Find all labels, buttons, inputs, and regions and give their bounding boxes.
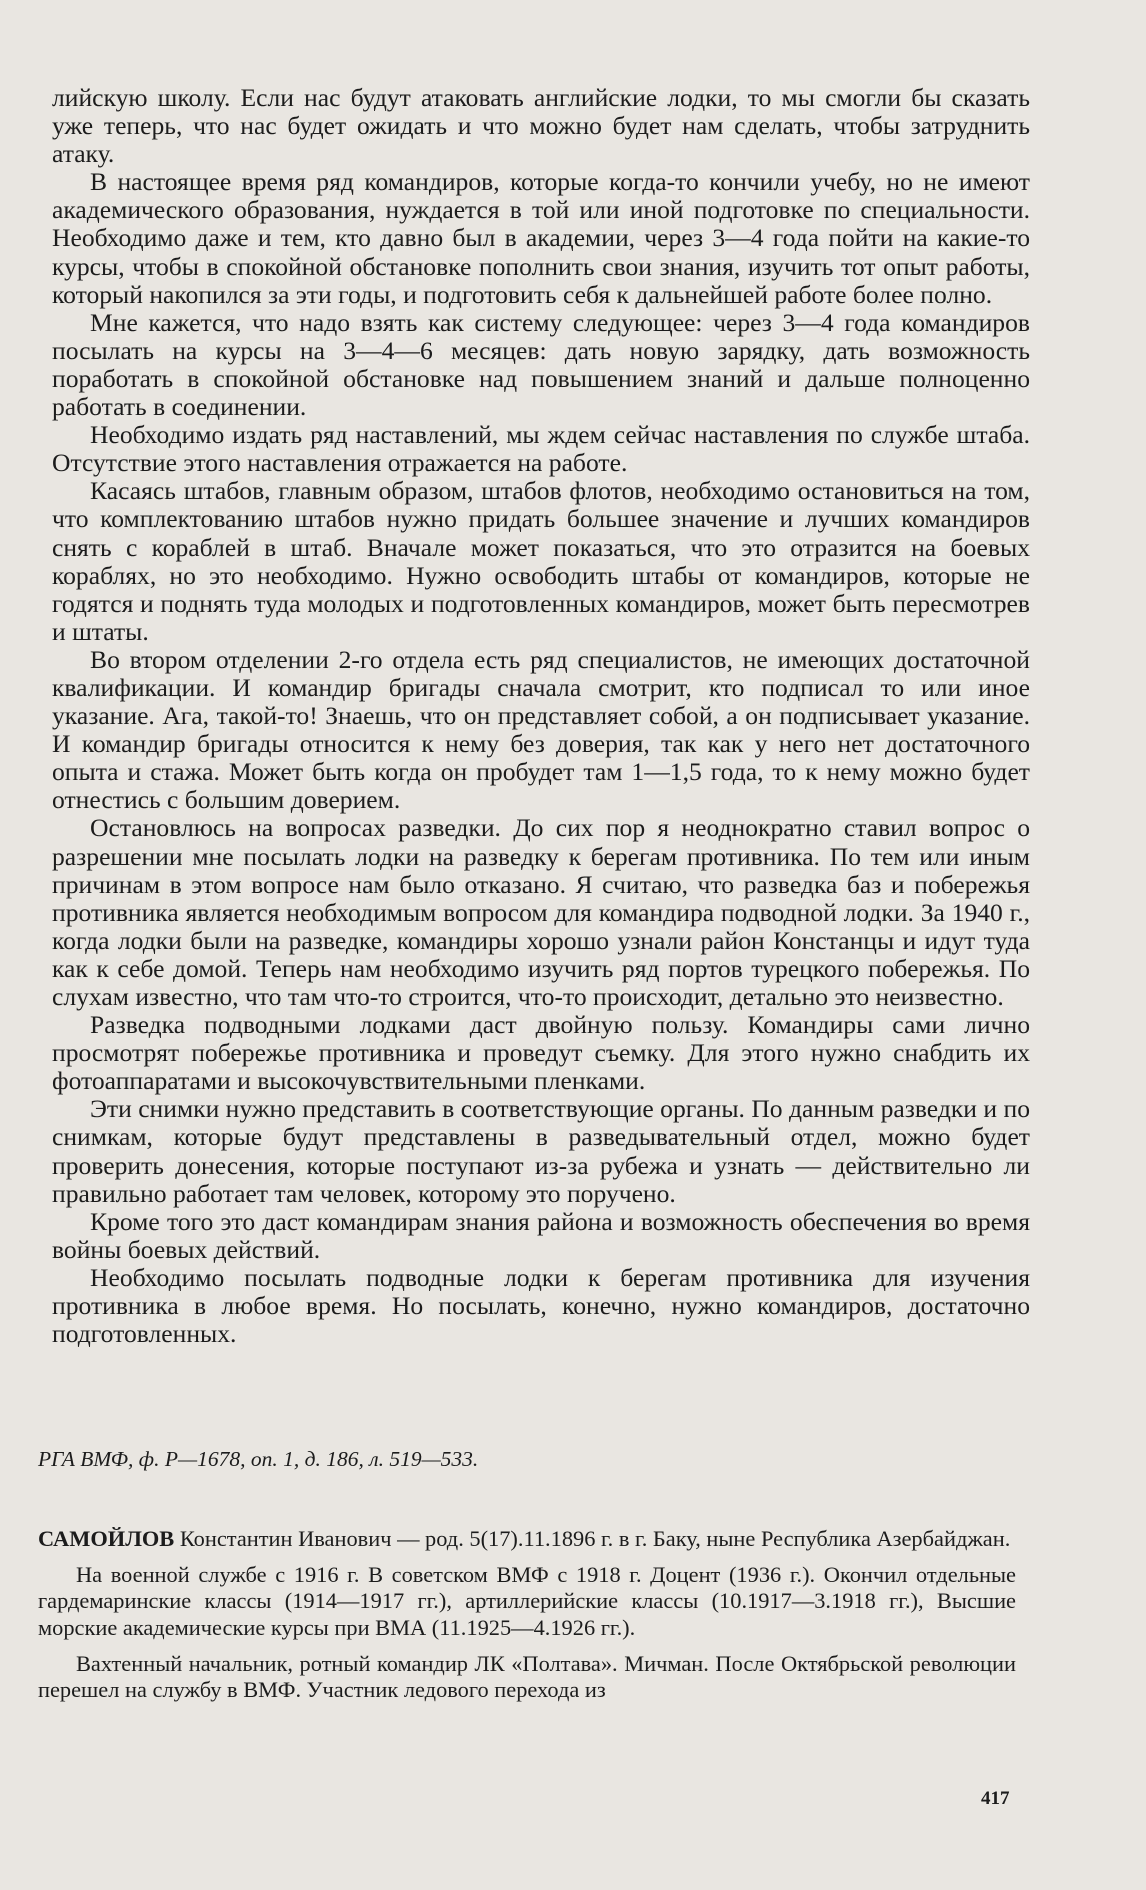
- paragraph: Мне кажется, что надо взять как систему следующее: через 3—4 года командиров посылать на курсы на 3—4—6 месяцев: дать новую зарядку, дать возможность поработать в спокойной обстановке над повышением знаний и дальше полноценно работать в соединении.: [52, 307, 1030, 422]
- biography-header-text: Константин Иванович — род. 5(17).11.1896 г. в г. Баку, ныне Республика Азербайджан.: [174, 1526, 1011, 1551]
- biography-surname: САМОЙЛОВ: [38, 1526, 175, 1551]
- page-number: 417: [981, 1788, 1010, 1809]
- paragraph: Разведка подводными лодками даст двойную пользу. Командиры сами лично просмотрят побережье противника и проведут съемку. Для этого нужно снабдить их фотоаппаратами и высокочувствительными пленками.: [52, 1010, 1030, 1096]
- paragraph: Кроме того это даст командирам знания района и возможность обеспечения во время войны боевых действий.: [52, 1206, 1030, 1264]
- biography: [38, 1526, 1016, 1703]
- paragraph: Во втором отделении 2-го отдела есть ряд специалистов, не имеющих достаточной квалификации. И командир бригады сначала смотрит, кто подписал то или иное указание. Ага, такой-то! Знаешь, что он представляет собой, а он подписывает указание. И командир бригады относится к нему без доверия, так как у него нет достаточного опыта и стажа. Может быть когда он пробудет там 1—1,5 года, то к нему можно будет отнестись с большим доверием.: [52, 644, 1030, 815]
- paragraph: Остановлюсь на вопросах разведки. До сих пор я неоднократно ставил вопрос о разрешении мне посылать лодки на разведку к берегам противника. По тем или иным причинам в этом вопросе нам было отказано. Я считаю, что разведка баз и побережья противника является необходимым вопросом для командира подводной лодки. За 1940 г., когда лодки были на разведке, командиры хорошо узнали район Констанцы и идут туда как к себе домой. Теперь нам необходимо изучить ряд портов турецкого побережья. По слухам известно, что там что-то строится, что-то происходит, детально это неизвестно.: [52, 813, 1030, 1011]
- paragraph: Необходимо посылать подводные лодки к берегам противника для изучения противника в любое время. Но посылать, конечно, нужно командиров, достаточно подготовленных.: [52, 1262, 1030, 1349]
- main-text: [52, 84, 1030, 1348]
- biography-paragraph: Вахтенный начальник, ротный командир ЛК «Полтава». Мичман. После Октябрьской революции перешел на службу в ВМФ. Участник ледового перехода из: [38, 1650, 1016, 1703]
- paragraph: лийскую школу. Если нас будут атаковать английские лодки, то мы смогли бы сказать уже теперь, что нас будет ожидать и что можно будет нам сделать, чтобы затруднить атаку.: [52, 83, 1030, 169]
- archive-source-note: РГА ВМФ, ф. Р—1678, оп. 1, д. 186, л. 519—533.: [38, 1447, 479, 1471]
- paragraph: Необходимо издать ряд наставлений, мы ждем сейчас наставления по службе штаба. Отсутствие этого наставления отражается на работе.: [52, 420, 1030, 478]
- biography-header: [38, 1526, 1016, 1552]
- paragraph: В настоящее время ряд командиров, которые когда-то кончили учебу, но не имеют академического образования, нуждается в той или иной подготовке по специальности. Необходимо даже и тем, кто давно был в академии, через 3—4 года пойти на какие-то курсы, чтобы в спокойной обстановке пополнить свои знания, изучить тот опыт работы, который накопился за эти годы, и подготовить себя к дальнейшей работе более полно.: [52, 167, 1030, 309]
- biography-paragraph: На военной службе с 1916 г. В советском ВМФ с 1918 г. Доцент (1936 г.). Окончил отдельные гардемаринские классы (1914—1917 гг.), артиллерийские классы (10.1917—3.1918 гг.), Высшие морские академические курсы при ВМА (11.1925—4.1926 гг.).: [38, 1562, 1016, 1640]
- paragraph: Касаясь штабов, главным образом, штабов флотов, необходимо остановиться на том, что комплектованию штабов нужно придать большее значение и лучших командиров снять с кораблей в штаб. Вначале может показаться, что это отразится на боевых кораблях, но это необходимо. Нужно освободить штабы от командиров, которые не годятся и поднять туда молодых и подготовленных командиров, может быть пересмотрев и штаты.: [52, 476, 1030, 646]
- paragraph: Эти снимки нужно представить в соответствующие органы. По данным разведки и по снимкам, которые будут представлены в разведывательный отдел, можно будет проверить донесения, которые поступают из-за рубежа и узнать — действительно ли правильно работает там человек, которому это поручено.: [52, 1094, 1030, 1208]
